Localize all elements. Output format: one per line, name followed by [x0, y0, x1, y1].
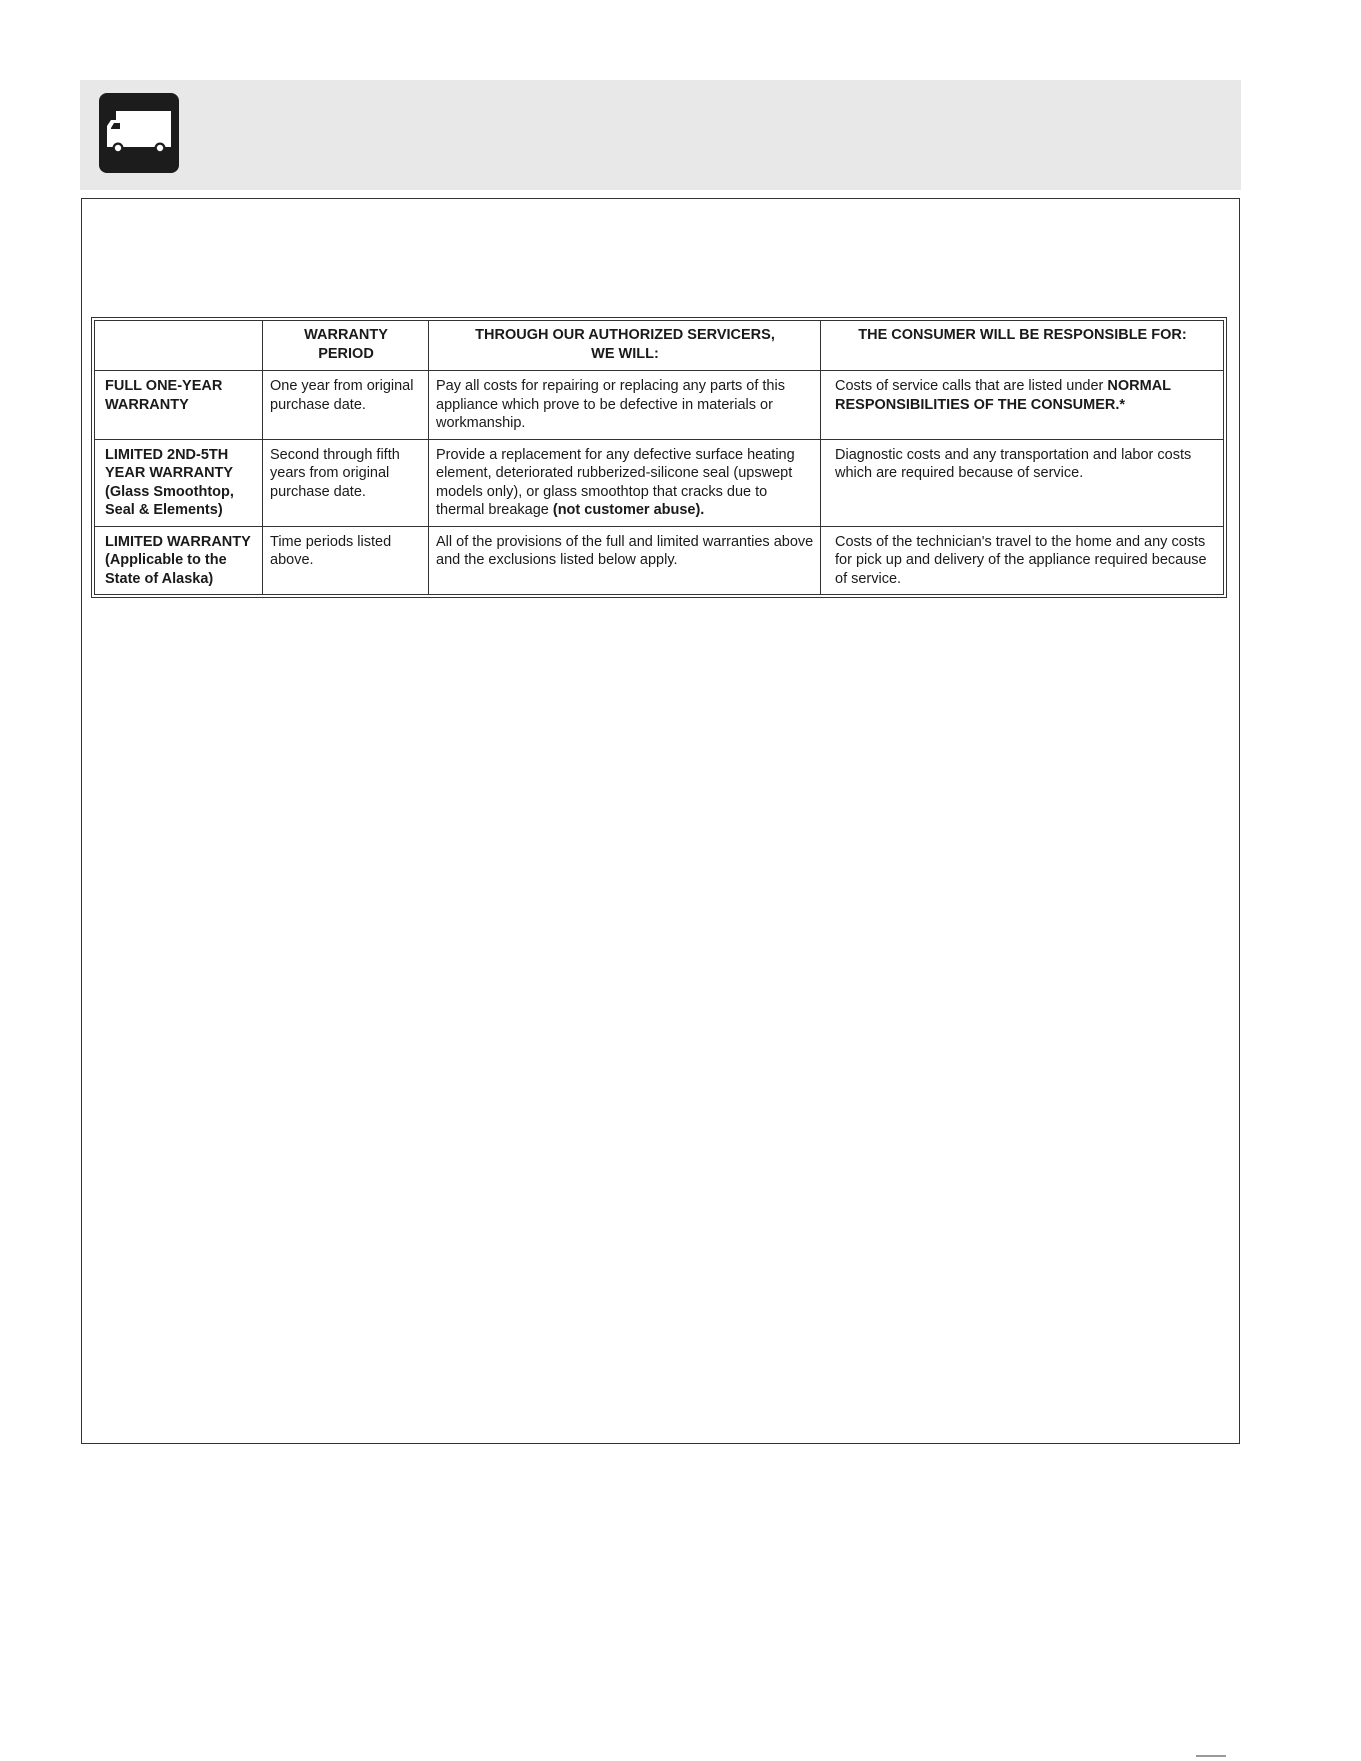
table-row: [95, 371, 1224, 440]
column-header-type: [95, 321, 263, 371]
table-row: [95, 439, 1224, 526]
consumer-responsibility-text: Costs of service calls that are listed under: [835, 378, 1108, 394]
consumer-responsibility-emphasis: NORMAL RESPONSIBILITIES OF THE CONSUMER.*: [835, 378, 1171, 413]
warranty-period: One year from original purchase date.: [263, 371, 429, 440]
warranty-frame: [81, 198, 1240, 1444]
table-header-row: [95, 321, 1224, 371]
table-row: [95, 526, 1224, 595]
delivery-truck-icon: [99, 93, 179, 173]
warranty-period: Time periods listed above.: [263, 526, 429, 595]
consumer-responsibility: Costs of the technician's travel to the home and any costs for pick up and delivery of the appliance required because of service.: [821, 526, 1224, 595]
warranty-type: LIMITED 2ND-5TH YEAR WARRANTY (Glass Smoothtop, Seal & Elements): [95, 439, 263, 526]
warranty-type: LIMITED WARRANTY (Applicable to the State of Alaska): [95, 526, 263, 595]
servicer-obligation-text: Provide a replacement for any defective surface heating element, deteriorated rubberized-silicone seal (upswept models only), or glass smoothtop that cracks due to thermal breakage: [436, 446, 795, 518]
consumer-responsibility: [821, 371, 1224, 440]
warranty-type: [95, 371, 263, 440]
column-header-period: [263, 321, 429, 371]
page-edge-mark: [1196, 1755, 1226, 1757]
header-band: [80, 80, 1241, 190]
column-header-consumer: THE CONSUMER WILL BE RESPONSIBLE FOR:: [821, 321, 1224, 371]
warranty-type-label: FULL ONE-YEAR WARRANTY: [105, 378, 223, 413]
warranty-period: Second through fifth years from original purchase date.: [263, 439, 429, 526]
warranty-table: [94, 320, 1224, 595]
warranty-table-border: [91, 317, 1227, 598]
servicer-obligation-emphasis: (not customer abuse).: [552, 502, 705, 518]
servicer-obligation: All of the provisions of the full and limited warranties above and the exclusions listed below apply.: [429, 526, 821, 595]
column-header-servicers: [429, 321, 821, 371]
servicer-obligation: [429, 439, 821, 526]
column-header-period-label: WARRANTY PERIOD: [304, 327, 388, 362]
servicer-obligation: Pay all costs for repairing or replacing any parts of this appliance which prove to be defective in materials or workmanship.: [429, 371, 821, 440]
column-header-servicers-label: THROUGH OUR AUTHORIZED SERVICERS, WE WILL:: [475, 327, 775, 362]
consumer-responsibility: Diagnostic costs and any transportation and labor costs which are required because of service.: [821, 439, 1224, 526]
